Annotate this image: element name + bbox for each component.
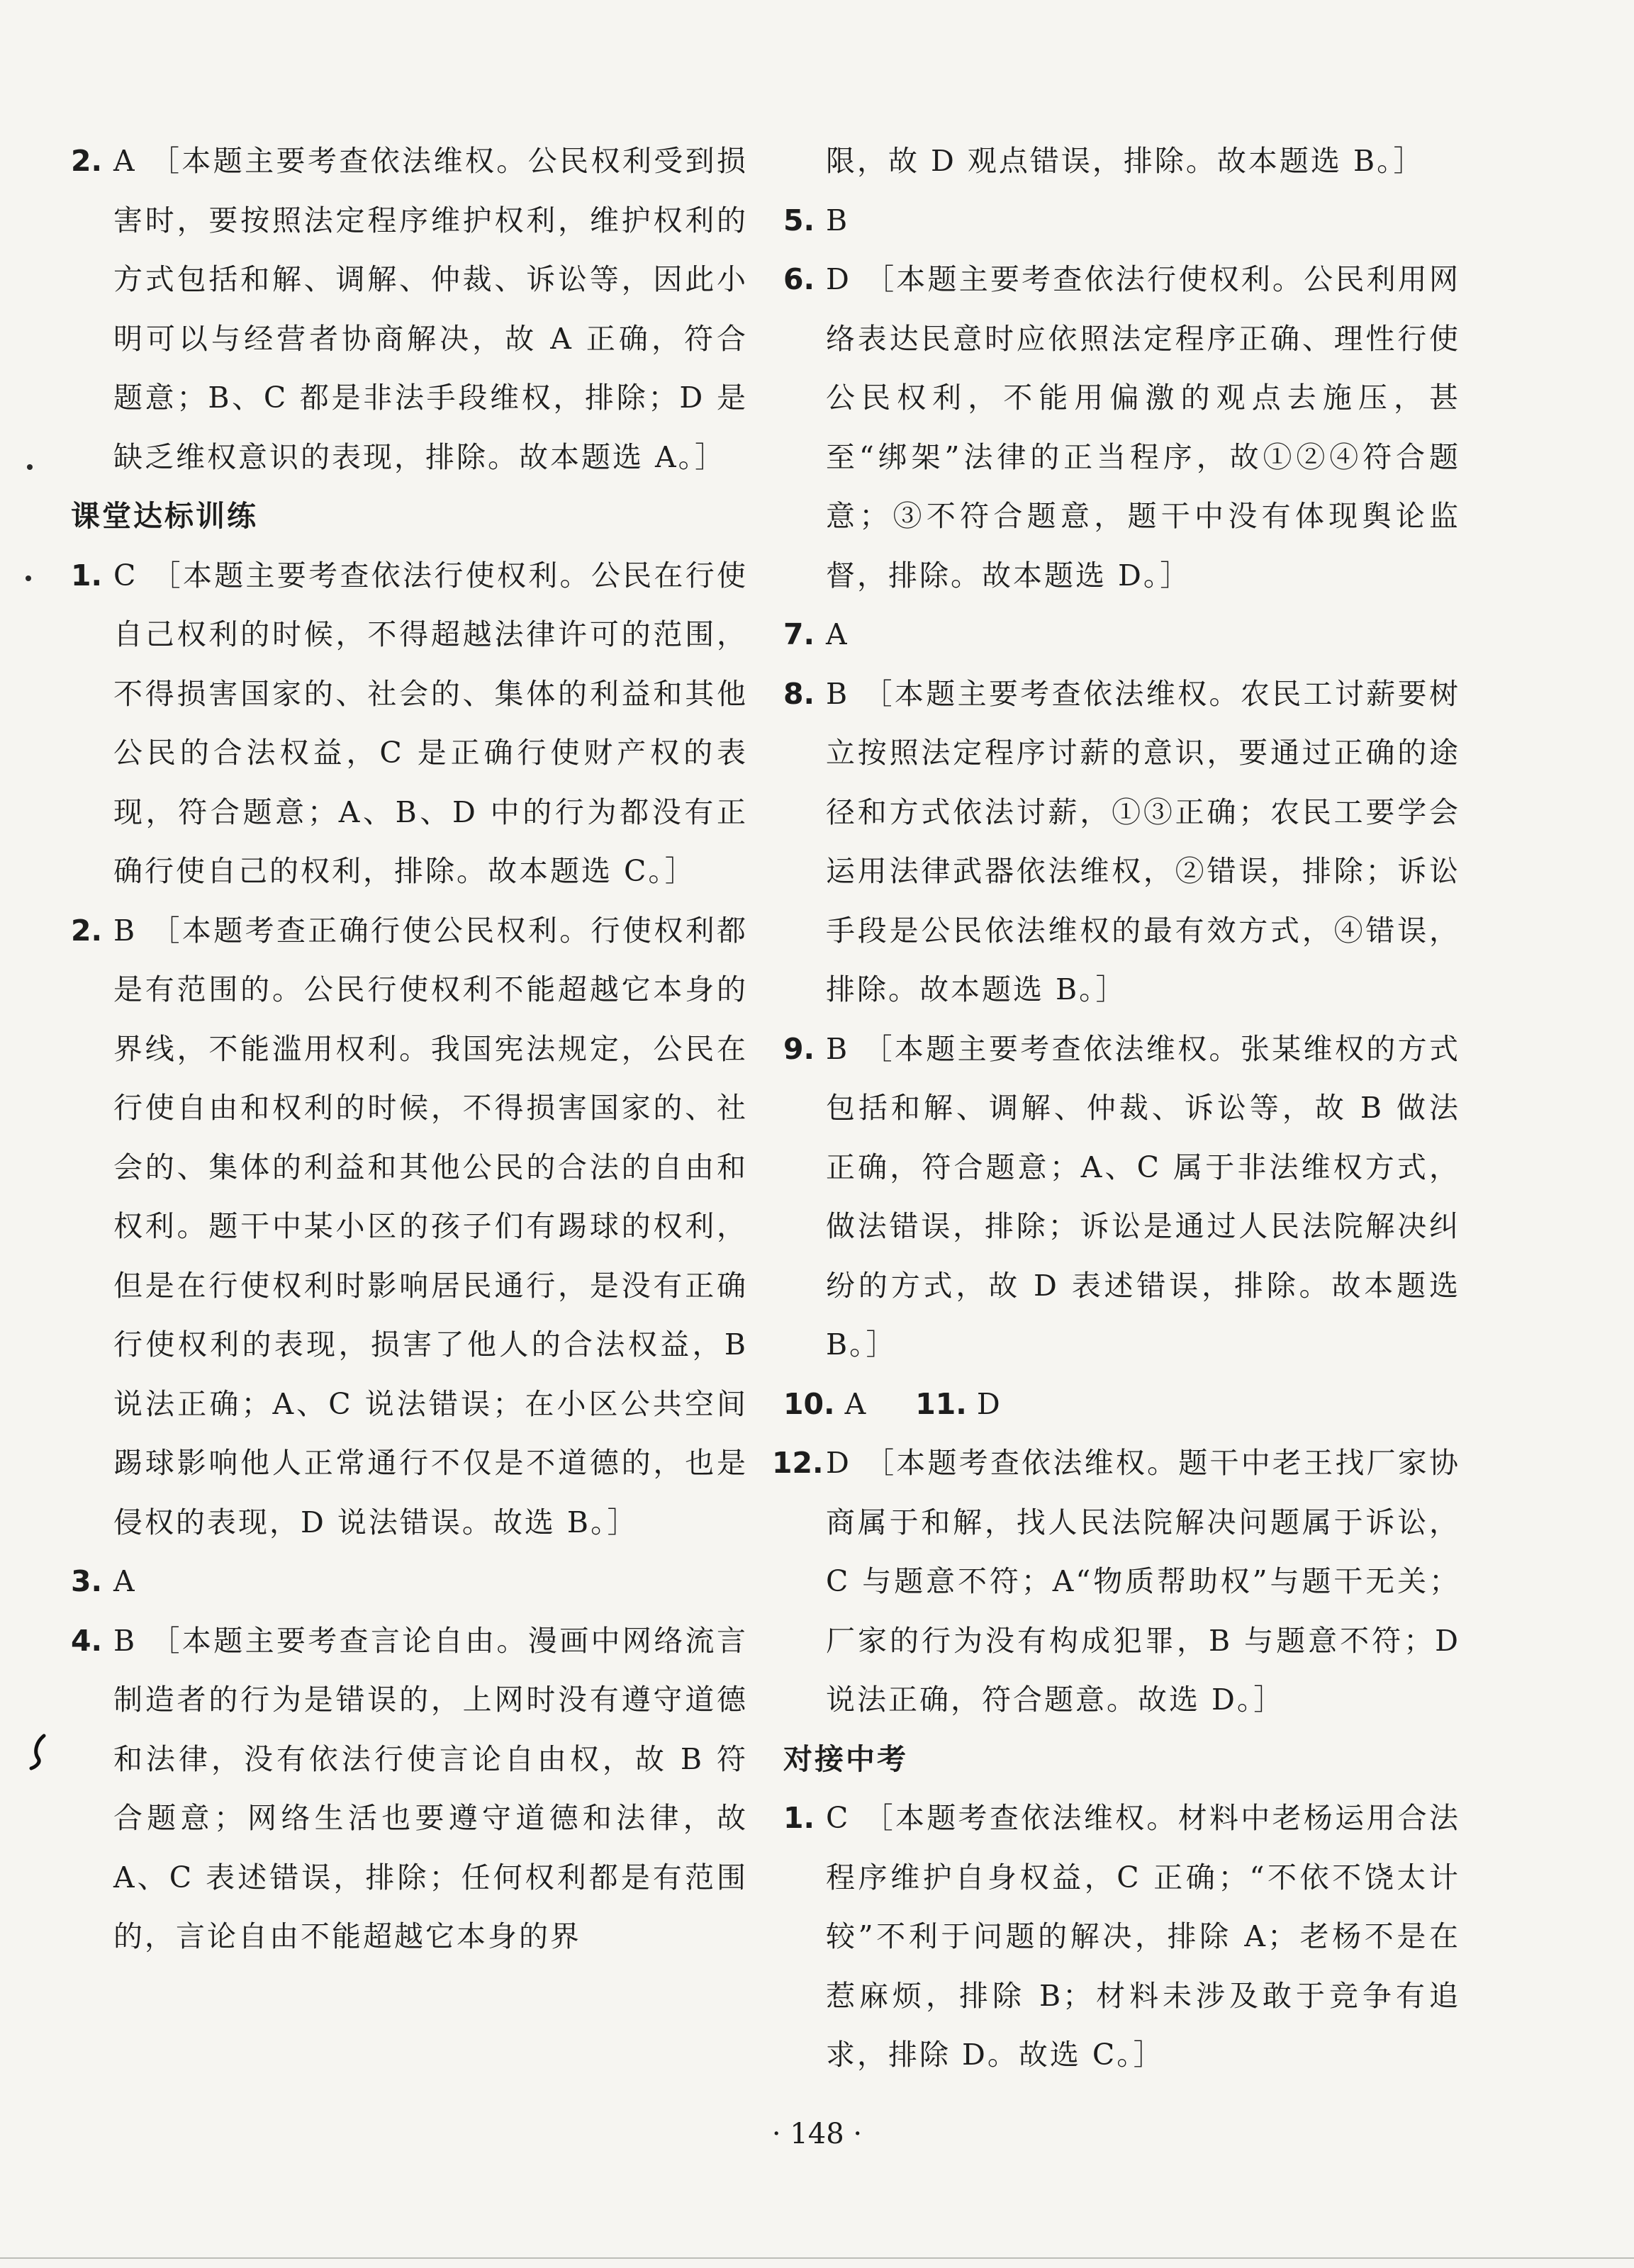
answer-letter: B (113, 1623, 135, 1658)
page-number: · 148 · (771, 2118, 863, 2150)
answer-pair (783, 1375, 1460, 1435)
explanation: ［本题考查依法维权。材料中老杨运用合法程序维护自身权益，C 正确；“不依不饶太计较”不利于问题的解决，排除 A；老杨不是在惹麻烦，排除 B；材料未涉及敢于竞争有追求，排除 D。故选 C。］ (826, 1801, 1460, 2072)
answer-item (783, 665, 1460, 1020)
explanation: ［本题主要考查依法维权。农民工讨薪要树立按照法定程序讨薪的意识，要通过正确的途径和方式依法讨薪，①③正确；农民工要学会运用法律武器依法维权，②错误，排除；诉讼手段是公民依法维权的最有效方式，④错误，排除。故本题选 B。］ (826, 676, 1460, 1006)
explanation: ［本题考查依法维权。题干中老王找厂家协商属于和解，找人民法院解决问题属于诉讼，C 与题意不符；A“物质帮助权”与题干无关；厂家的行为没有构成犯罪，B 与题意不符；D 说法正确，符合题意。故选 D。］ (826, 1446, 1460, 1717)
answer-letter: B (826, 1031, 848, 1066)
question-number: 5. (783, 203, 815, 237)
section-title: 对接中考 (783, 1741, 908, 1776)
question-number: 2. (71, 913, 103, 948)
pen-scribble-mark (28, 1733, 57, 1772)
answer-item (71, 1552, 748, 1612)
explanation: ［本题主要考查依法维权。公民权利受到损害时，要按照法定程序维护权利，维护权利的方式包括和解、调解、仲裁、诉讼等，因此小明可以与经营者协商解决，故 A 正确，符合题意；B、C 都是非法手段维权，排除；D 是缺乏维权意识的表现，排除。故本题选 A。］ (113, 144, 748, 474)
section-title: 课堂达标训练 (71, 499, 258, 533)
question-number: 8. (783, 676, 815, 711)
answer-letter: B (826, 203, 848, 237)
answer-item (783, 1375, 881, 1435)
scan-dot-mark (26, 576, 31, 581)
answer-item (71, 902, 748, 1553)
answer-item (915, 1375, 1016, 1435)
right-column (772, 132, 1460, 2085)
answer-continuation (783, 132, 1460, 191)
explanation: ［本题主要考查依法行使权利。公民在行使自己权利的时候，不得超越法律许可的范围，不得损害国家的、社会的、集体的利益和其他公民的合法权益，C 是正确行使财产权的表现，符合题意；A、B、D 中的行为都没有正确行使自己的权利，排除。故本题选 C。］ (113, 558, 748, 888)
answer-letter: D (826, 262, 849, 296)
answer-letter: A (113, 144, 135, 178)
question-number: 12. (772, 1446, 824, 1480)
answer-item (71, 132, 748, 487)
scan-dot-mark (27, 464, 33, 470)
question-number: 2. (71, 144, 103, 178)
answer-letter: B (113, 913, 135, 948)
answer-item (71, 1612, 748, 1967)
answer-item (783, 191, 1460, 251)
explanation: ［本题主要考查依法维权。张某维权的方式包括和解、调解、仲裁、诉讼等，故 B 做法正确，符合题意；A、C 属于非法维权方式，做法错误，排除；诉讼是通过人民法院解决纠纷的方式，故 D 表述错误，排除。故本题选 B。］ (826, 1031, 1460, 1362)
answer-letter: A (826, 617, 847, 651)
question-number: 6. (783, 262, 815, 296)
question-number: 3. (71, 1564, 103, 1598)
question-number: 4. (71, 1623, 103, 1658)
answer-item (783, 250, 1460, 605)
question-number: 1. (783, 1801, 815, 1835)
answer-letter: D (976, 1386, 1000, 1421)
answer-item (71, 546, 748, 902)
explanation: 限，故 D 观点错误，排除。故本题选 B。］ (826, 144, 1425, 178)
question-number: 1. (71, 558, 103, 593)
question-number: 7. (783, 617, 815, 651)
answer-item (783, 605, 1460, 665)
answer-item (783, 1020, 1460, 1375)
question-number: 10. (783, 1386, 835, 1421)
scan-edge-line (0, 2257, 1634, 2259)
answer-letter: C (113, 558, 136, 593)
answer-letter: C (826, 1801, 849, 1835)
answer-item (783, 1789, 1460, 2085)
answer-letter: A (844, 1386, 866, 1421)
explanation: ［本题考查正确行使公民权利。行使权利都是有范围的。公民行使权利不能超越它本身的界线，不能滥用权利。我国宪法规定，公民在行使自由和权利的时候，不得损害国家的、社会的、集体的利益和其他公民的合法的自由和权利。题干中某小区的孩子们有踢球的权利，但是在行使权利时影响居民通行，是没有正确行使权利的表现，损害了他人的合法权益，B 说法正确；A、C 说法错误；在小区公共空间踢球影响他人正常通行不仅是不道德的，也是侵权的表现，D 说法错误。故选 B。］ (113, 913, 748, 1539)
answer-item (772, 1434, 1460, 1730)
question-number: 11. (915, 1386, 967, 1421)
explanation: ［本题主要考查依法行使权利。公民利用网络表达民意时应依照法定程序正确、理性行使公民权利，不能用偏激的观点去施压，甚至“绑架”法律的正当程序，故①②④符合题意；③不符合题意，题干中没有体现舆论监督，排除。故本题选 D。］ (826, 262, 1460, 593)
left-column (71, 132, 748, 1967)
answer-letter: B (826, 676, 848, 711)
answer-letter: D (826, 1446, 849, 1480)
question-number: 9. (783, 1031, 815, 1066)
explanation: ［本题主要考查言论自由。漫画中网络流言制造者的行为是错误的，上网时没有遵守道德和法律，没有依法行使言论自由权，故 B 符合题意；网络生活也要遵守道德和法律，故 A、C 表述错误，排除；任何权利都是有范围的，言论自由不能超越它本身的界 (113, 1623, 748, 1953)
answer-letter: A (113, 1564, 135, 1598)
